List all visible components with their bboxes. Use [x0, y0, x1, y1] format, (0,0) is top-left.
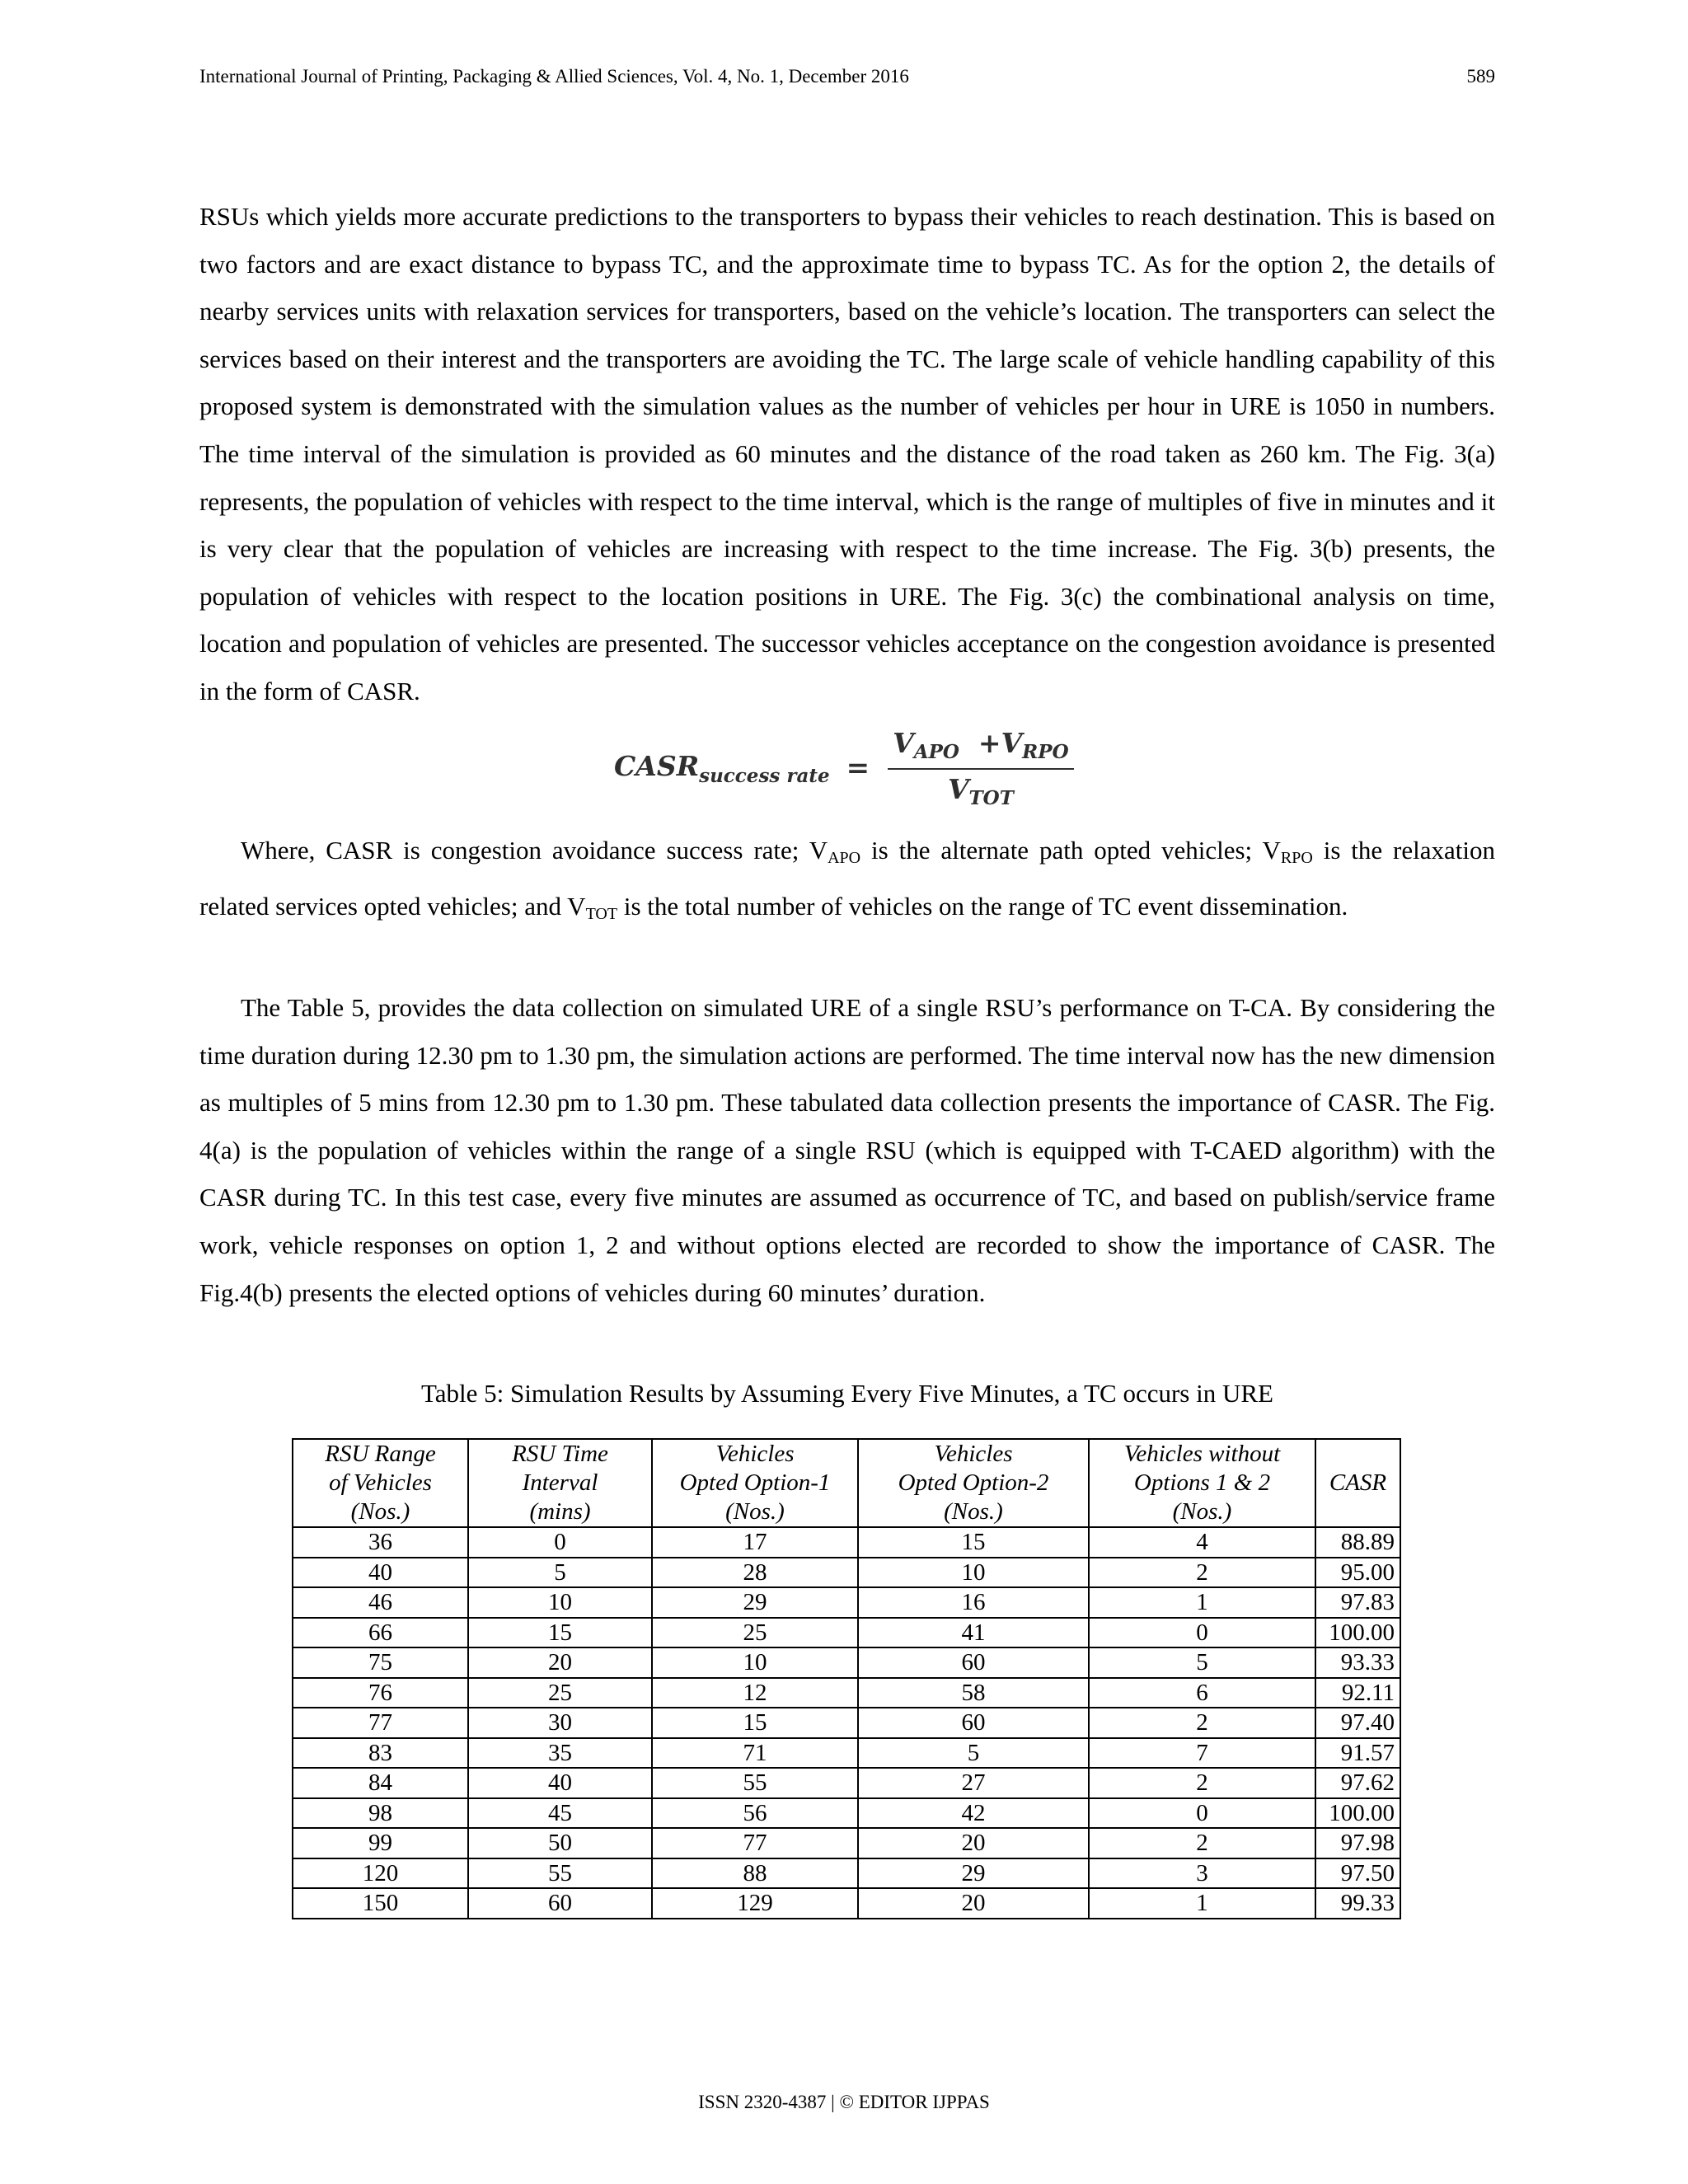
table-cell: 76 — [293, 1678, 468, 1708]
table-row — [293, 1798, 1400, 1829]
table-cell: 97.40 — [1315, 1708, 1400, 1738]
formula-denominator — [948, 770, 1014, 809]
table-body — [293, 1527, 1400, 1919]
table-cell: 28 — [652, 1558, 858, 1588]
paragraph-2 — [199, 827, 1495, 938]
column-header-3 — [652, 1439, 858, 1527]
table-cell: 20 — [858, 1828, 1089, 1858]
table-cell: 15 — [858, 1527, 1089, 1558]
table-row — [293, 1858, 1400, 1889]
table-cell: 15 — [468, 1618, 652, 1648]
table-row — [293, 1888, 1400, 1919]
table-cell: 0 — [1089, 1798, 1315, 1829]
column-header-line: CASR — [1329, 1469, 1387, 1496]
table-caption: Table 5: Simulation Results by Assuming Every Five Minutes, a TC occurs in URE — [421, 1379, 1273, 1408]
column-header-1 — [293, 1439, 468, 1527]
column-header-line: RSU Range — [325, 1441, 436, 1467]
para2-text-4: is the total number of vehicles on the range of TC event dissemination. — [617, 891, 1348, 921]
table-cell: 55 — [468, 1858, 652, 1889]
formula-den-sub: TOT — [968, 787, 1014, 809]
table-cell: 0 — [468, 1527, 652, 1558]
formula-lhs-subscript: success rate — [699, 764, 830, 787]
para2-text-3: is the relaxation related services opted vehicles; and V — [199, 836, 1495, 921]
table-cell: 29 — [858, 1858, 1089, 1889]
table-cell: 2 — [1089, 1558, 1315, 1588]
paragraph-3: The Table 5, provides the data collection on simulated URE of a single RSU’s performance on T-CA. By considering the time duration during 12.30 pm to 1.30 pm, the simulation actions are performed. The time interval now has the new dimension as multiples of 5 mins from 12.30 pm to 1.30 pm. These tabulated data collection presents the importance of CASR. The Fig. 4(a) is the population of vehicles within the range of a single RSU (which is equipped with T-CAED algorithm) with the CASR during TC. In this test case, every five minutes are assumed as occurrence of TC, and based on publish/service frame work, vehicle responses on option 1, 2 and without options elected are recorded to show the importance of CASR. The Fig.4(b) presents the elected options of vehicles during 60 minutes’ duration. — [199, 993, 1495, 1307]
table-cell: 150 — [293, 1888, 468, 1919]
table-cell: 99 — [293, 1828, 468, 1858]
table-row — [293, 1768, 1400, 1798]
casr-formula — [614, 727, 1074, 809]
table-cell: 2 — [1089, 1828, 1315, 1858]
table-cell: 27 — [858, 1768, 1089, 1798]
formula-den-symbol: V — [947, 773, 969, 805]
table-row — [293, 1708, 1400, 1738]
column-header-line: RSU Time — [512, 1441, 608, 1467]
table-cell: 88.89 — [1315, 1527, 1400, 1558]
table-cell: 98 — [293, 1798, 468, 1829]
table-row — [293, 1828, 1400, 1858]
table-cell: 10 — [858, 1558, 1089, 1588]
table-cell: 5 — [858, 1738, 1089, 1769]
table-cell: 36 — [293, 1527, 468, 1558]
formula-num-b-sub: RPO — [1022, 741, 1069, 763]
table-cell: 35 — [468, 1738, 652, 1769]
table-cell: 75 — [293, 1647, 468, 1678]
column-header-line: (Nos.) — [725, 1498, 785, 1525]
column-header-line: Vehicles without — [1123, 1441, 1281, 1467]
table-row — [293, 1558, 1400, 1588]
formula-numerator — [888, 727, 1074, 768]
table-cell: 71 — [652, 1738, 858, 1769]
column-header-line: Options 1 & 2 — [1133, 1469, 1271, 1496]
table-row — [293, 1618, 1400, 1648]
table-cell: 12 — [652, 1678, 858, 1708]
table-cell: 17 — [652, 1527, 858, 1558]
table-cell: 42 — [858, 1798, 1089, 1829]
table-cell: 20 — [468, 1647, 652, 1678]
page-footer: ISSN 2320-4387 | © EDITOR IJPPAS — [698, 2092, 990, 2112]
table-cell: 25 — [652, 1618, 858, 1648]
column-header-line: (Nos.) — [944, 1498, 1003, 1525]
column-header-line: (mins) — [529, 1498, 591, 1525]
table-cell: 60 — [858, 1647, 1089, 1678]
column-header-2 — [468, 1439, 652, 1527]
table-cell: 97.50 — [1315, 1858, 1400, 1889]
table-cell: 41 — [858, 1618, 1089, 1648]
table-cell: 84 — [293, 1768, 468, 1798]
table-cell: 97.62 — [1315, 1768, 1400, 1798]
table-cell: 15 — [652, 1708, 858, 1738]
formula-lhs-symbol: CASR — [614, 749, 700, 782]
table-cell: 5 — [1089, 1647, 1315, 1678]
table-cell: 7 — [1089, 1738, 1315, 1769]
table-cell: 83 — [293, 1738, 468, 1769]
table-cell: 50 — [468, 1828, 652, 1858]
para2-sub-apo: APO — [828, 849, 861, 867]
para2-sub-tot: TOT — [585, 904, 618, 923]
table-cell: 0 — [1089, 1618, 1315, 1648]
column-header-4 — [858, 1439, 1089, 1527]
table-cell: 29 — [652, 1587, 858, 1618]
table-cell: 93.33 — [1315, 1647, 1400, 1678]
table-cell: 92.11 — [1315, 1678, 1400, 1708]
formula-plus: + — [978, 727, 1001, 759]
formula-equals: = — [846, 752, 870, 785]
table-cell: 20 — [858, 1888, 1089, 1919]
para2-sub-rpo: RPO — [1280, 849, 1313, 867]
table-cell: 56 — [652, 1798, 858, 1829]
table-cell: 100.00 — [1315, 1618, 1400, 1648]
table-cell: 40 — [468, 1768, 652, 1798]
table-cell: 30 — [468, 1708, 652, 1738]
formula-fraction — [888, 727, 1074, 809]
table-cell: 6 — [1089, 1678, 1315, 1708]
table-cell: 1 — [1089, 1587, 1315, 1618]
table-cell: 2 — [1089, 1708, 1315, 1738]
running-header — [199, 66, 1495, 87]
table-cell: 88 — [652, 1858, 858, 1889]
table-cell: 25 — [468, 1678, 652, 1708]
table-cell: 77 — [652, 1828, 858, 1858]
formula-lhs — [614, 750, 830, 787]
table-cell: 60 — [468, 1888, 652, 1919]
table-cell: 16 — [858, 1587, 1089, 1618]
para2-text-1: Where, CASR is congestion avoidance success rate; V — [241, 836, 828, 865]
para2-text-2: is the alternate path opted vehicles; V — [860, 836, 1281, 865]
table-cell: 97.98 — [1315, 1828, 1400, 1858]
column-header-line: Opted Option-1 — [679, 1469, 831, 1496]
table-row — [293, 1647, 1400, 1678]
column-header-line: (Nos.) — [350, 1498, 410, 1525]
table-cell: 2 — [1089, 1768, 1315, 1798]
table-cell: 99.33 — [1315, 1888, 1400, 1919]
column-header-line: Opted Option-2 — [898, 1469, 1049, 1496]
column-header-line: of Vehicles — [329, 1469, 432, 1496]
table-cell: 4 — [1089, 1527, 1315, 1558]
column-header-line: Vehicles — [715, 1441, 795, 1467]
table-cell: 10 — [468, 1587, 652, 1618]
table-cell: 1 — [1089, 1888, 1315, 1919]
table-cell: 129 — [652, 1888, 858, 1919]
table-cell: 10 — [652, 1647, 858, 1678]
table-cell: 45 — [468, 1798, 652, 1829]
table-cell: 66 — [293, 1618, 468, 1648]
table-cell: 91.57 — [1315, 1738, 1400, 1769]
table-cell: 3 — [1089, 1858, 1315, 1889]
table-row — [293, 1587, 1400, 1618]
table-cell: 5 — [468, 1558, 652, 1588]
column-header-line: Vehicles — [934, 1441, 1013, 1467]
table-cell: 97.83 — [1315, 1587, 1400, 1618]
page-number: 589 — [1466, 66, 1495, 87]
formula-num-a-sub: APO — [913, 741, 959, 763]
paragraph-1: RSUs which yields more accurate predictions to the transporters to bypass their vehicles to reach destination. This is based on two factors and are exact distance to bypass TC, and the approximate time to bypass TC. As for the option 2, the details of nearby services units with relaxation services for transporters, based on the vehicle’s location. The transporters can select the services based on their interest and the transporters are avoiding the TC. The large scale of vehicle handling capability of this proposed system is demonstrated with the simulation values as the number of vehicles per hour in URE is 1050 in numbers. The time interval of the simulation is provided as 60 minutes and the distance of the road taken as 260 km. The Fig. 3(a) represents, the population of vehicles with respect to the time interval, which is the range of multiples of five in minutes and it is very clear that the population of vehicles are increasing with respect to the time increase. The Fig. 3(b) presents, the population of vehicles with respect to the location positions in URE. The Fig. 3(c) the combinational analysis on time, location and population of vehicles are presented. The successor vehicles acceptance on the congestion avoidance is presented in the form of CASR. — [199, 202, 1495, 705]
table-row — [293, 1678, 1400, 1708]
table-cell: 60 — [858, 1708, 1089, 1738]
table-cell: 120 — [293, 1858, 468, 1889]
table-header-row — [293, 1439, 1400, 1527]
column-header-5 — [1089, 1439, 1315, 1527]
simulation-results-table — [292, 1438, 1401, 1919]
table-cell: 58 — [858, 1678, 1089, 1708]
column-header-line: (Nos.) — [1172, 1498, 1232, 1525]
table-cell: 46 — [293, 1587, 468, 1618]
formula-num-a: V — [893, 727, 914, 759]
table-cell: 95.00 — [1315, 1558, 1400, 1588]
formula-num-b: V — [1001, 727, 1023, 759]
table-cell: 40 — [293, 1558, 468, 1588]
table-cell: 100.00 — [1315, 1798, 1400, 1829]
table-cell: 55 — [652, 1768, 858, 1798]
column-header-line: Interval — [522, 1469, 598, 1496]
journal-title: International Journal of Printing, Packaging & Allied Sciences, Vol. 4, No. 1, December 2016 — [199, 66, 909, 87]
column-header-6 — [1315, 1439, 1400, 1527]
table-cell: 77 — [293, 1708, 468, 1738]
table-row — [293, 1738, 1400, 1769]
table-row — [293, 1527, 1400, 1558]
